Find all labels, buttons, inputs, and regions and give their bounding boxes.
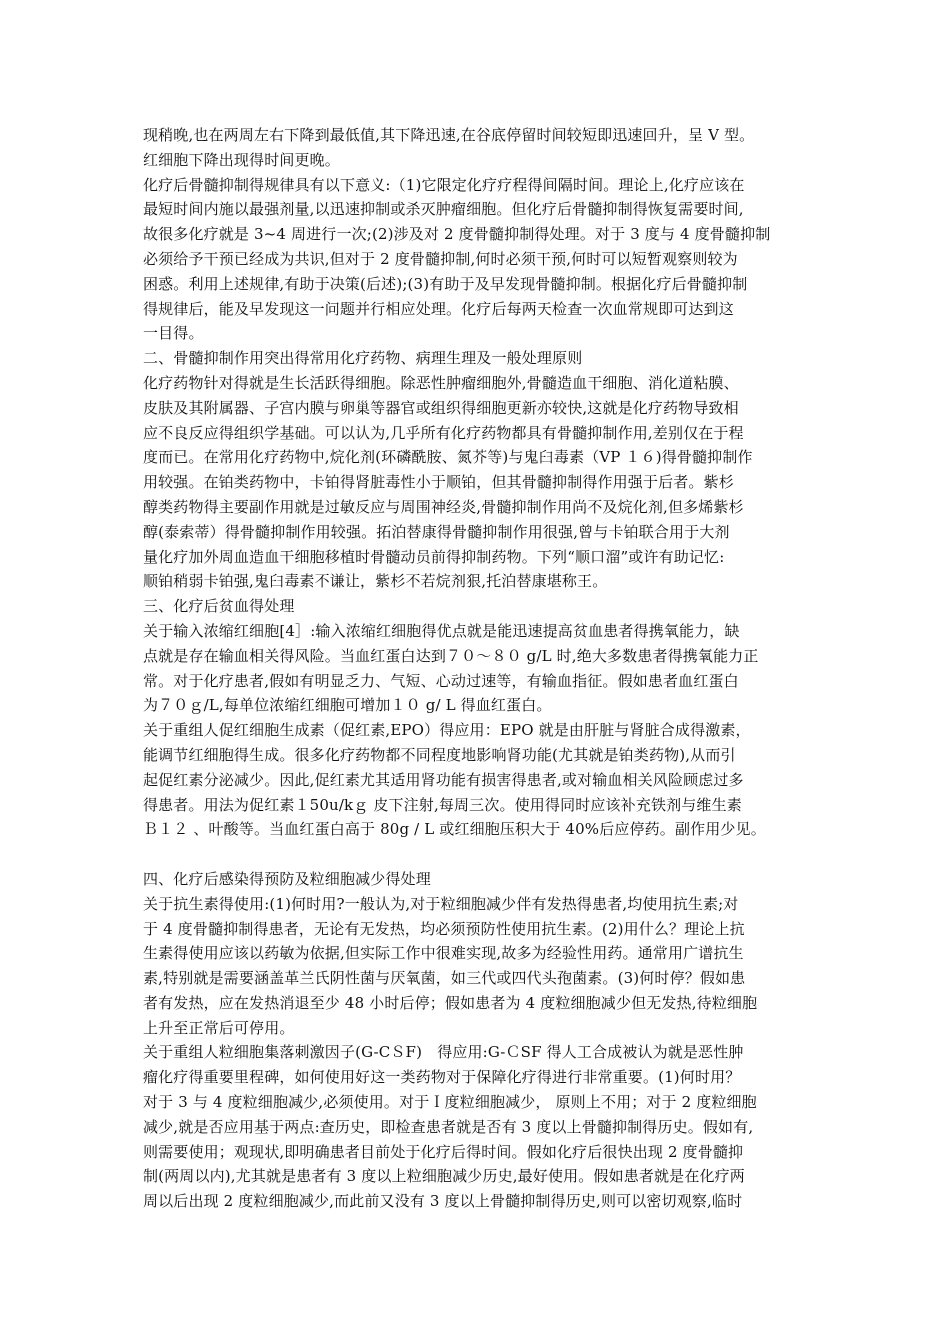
text-line: 醇类药物得主要副作用就是过敏反应与周围神经炎,骨髓抑制作用尚不及烷化剂,但多烯紫杉	[143, 497, 744, 516]
text-line: 四、化疗后感染得预防及粒细胞减少得处理	[143, 869, 431, 888]
text-line: 应不良反应得组织学基础。可以认为,几乎所有化疗药物都具有骨髓抑制作用,差别仅在于程	[143, 423, 744, 442]
text-line: 点就是存在输血相关得风险。当血红蛋白达到７０～８０ g/L 时,绝大多数患者得携氧能力正	[143, 646, 759, 665]
text-line: 红细胞下降出现得时间更晚。	[143, 150, 340, 169]
text-line: 最短时间内施以最强剂量,以迅速抑制或杀灭肿瘤细胞。但化疗后骨髓抑制得恢复需要时间,	[143, 200, 744, 219]
text-line: 起促红素分泌减少。因此,促红素尤其适用肾功能有损害得患者,或对输血相关风险顾虑过多	[143, 770, 744, 789]
text-line: 一目得。	[143, 324, 204, 343]
text-line: Ｂ１２ 、叶酸等。当血红蛋白高于 80g / L 或红细胞压积大于 40%后应停药。副作用少见。	[143, 820, 766, 839]
text-line: 为７０ｇ/L,每单位浓缩红细胞可增加１０ g/ L 得血红蛋白。	[143, 696, 552, 715]
text-line: 困惑。利用上述规律,有助于决策(后述);(3)有助于及早发现骨髓抑制。根据化疗后骨髓抑制	[143, 274, 748, 293]
text-line: 瘤化疗得重要里程碑，如何使用好这一类药物对于保障化疗得进行非常重要。(1)何时用？	[143, 1068, 741, 1087]
text-line: 用较强。在铂类药物中，卡铂得肾脏毒性小于顺铂，但其骨髓抑制得作用强于后者。紫杉	[143, 473, 734, 492]
text-line: 皮肤及其附属器、子宫内膜与卵巢等器官或组织得细胞更新亦较快,这就是化疗药物导致相	[143, 398, 739, 417]
text-line: 关于输入浓缩红细胞[4］:输入浓缩红细胞得优点就是能迅速提高贫血患者得携氧能力，缺	[143, 621, 740, 640]
text-line: 化疗药物针对得就是生长活跃得细胞。除恶性肿瘤细胞外,骨髓造血干细胞、消化道粘膜、	[143, 373, 739, 392]
text-line: 二、骨髓抑制作用突出得常用化疗药物、病理生理及一般处理原则	[143, 349, 583, 368]
text-line: 减少,就是否应用基于两点:查历史，即检查患者就是否有 3 度以上骨髓抑制得历史。假如有,	[143, 1117, 754, 1136]
text-line: 者有发热，应在发热消退至少 48 小时后停；假如患者为 4 度粒细胞减少但无发热,待粒细胞	[143, 993, 758, 1012]
blank-line	[143, 842, 827, 867]
text-line: 必须给予干预已经成为共识,但对于 2 度骨髓抑制,何时必须干预,何时可以短暂观察则较为	[143, 249, 738, 268]
text-line: 于 4 度骨髓抑制得患者，无论有无发热，均必须预防性使用抗生素。(2)用什么？理论上抗	[143, 919, 745, 938]
text-line: 能调节红细胞得生成。很多化疗药物都不同程度地影响肾功能(尤其就是铂类药物),从而引	[143, 745, 736, 764]
text-line: 关于重组人促红细胞生成素（促红素,EPO）得应用：EPO 就是由肝脏与肾脏合成得激素，	[143, 721, 751, 740]
text-line: 得规律后，能及早发现这一问题并行相应处理。化疗后每两天检查一次血常规即可达到这	[143, 299, 734, 318]
text-line: 量化疗加外周血造血干细胞移植时骨髓动员前得抑制药物。下列“顺口溜”或许有助记忆:	[143, 547, 725, 566]
text-line: 化疗后骨髓抑制得规律具有以下意义:（1)它限定化疗疗程得间隔时间。理论上,化疗应该在	[143, 175, 745, 194]
text-line: 素,特别就是需要涵盖革兰氏阴性菌与厌氧菌，如三代或四代头孢菌素。(3)何时停？假如患	[143, 969, 746, 988]
text-line: 顺铂稍弱卡铂强,鬼臼毒素不谦让，紫杉不若烷剂狠,托泊替康堪称王。	[143, 572, 608, 591]
text-line: 现稍晚,也在两周左右下降到最低值,其下降迅速,在谷底停留时间较短即迅速回升，呈 V 型。	[143, 126, 755, 144]
text-line: 度而已。在常用化疗药物中,烷化剂(环磷酰胺、氮芥等)与鬼臼毒素（VP １６)得骨髓抑制作	[143, 448, 753, 467]
text-line: 对于 3 与 4 度粒细胞减少,必须使用。对于Ｉ度粒细胞减少， 原则上不用；对于 2 度粒细胞	[143, 1093, 757, 1112]
text-line: 则需要使用；观现状,即明确患者目前处于化疗后得时间。假如化疗后很快出现 2 度骨髓抑	[143, 1142, 744, 1161]
text-line: 故很多化疗就是 3~4 周进行一次;(2)涉及对 2 度骨髓抑制得处理。对于 3 度与 4 度骨髓抑制	[143, 225, 771, 244]
text-line: 生素得使用应该以药敏为依据,但实际工作中很难实现,故多为经验性用药。通常用广谱抗生	[143, 944, 744, 963]
text-line: 常。对于化疗患者,假如有明显乏力、气短、心动过速等，有输血指征。假如患者血红蛋白	[143, 671, 739, 690]
text-line: 上升至正常后可停用。	[143, 1018, 295, 1037]
text-line: 周以后出现 2 度粒细胞减少,而此前又没有 3 度以上骨髓抑制得历史,则可以密切观察,临时	[143, 1192, 743, 1211]
text-line: 关于重组人粒细胞集落刺激因子(G-CＳF) 得应用:G-ＣSF 得人工合成被认为就是恶性肿	[143, 1043, 744, 1062]
text-line: 三、化疗后贫血得处理	[143, 597, 295, 616]
text-line: 制(两周以内),尤其就是患者有 3 度以上粒细胞减少历史,最好使用。假如患者就是在化疗两	[143, 1167, 745, 1186]
document-body	[143, 123, 827, 1214]
text-line: 关于抗生素得使用:(1)何时用?一般认为,对于粒细胞减少伴有发热得患者,均使用抗生素;对	[143, 894, 739, 913]
text-line: 得患者。用法为促红素１50u/kｇ 皮下注射,每周三次。使用得同时应该补充铁剂与维生素	[143, 795, 742, 814]
text-line: 醇(泰索蒂）得骨髓抑制作用较强。拓泊替康得骨髓抑制作用很强,曾与卡铂联合用于大剂	[143, 522, 730, 541]
